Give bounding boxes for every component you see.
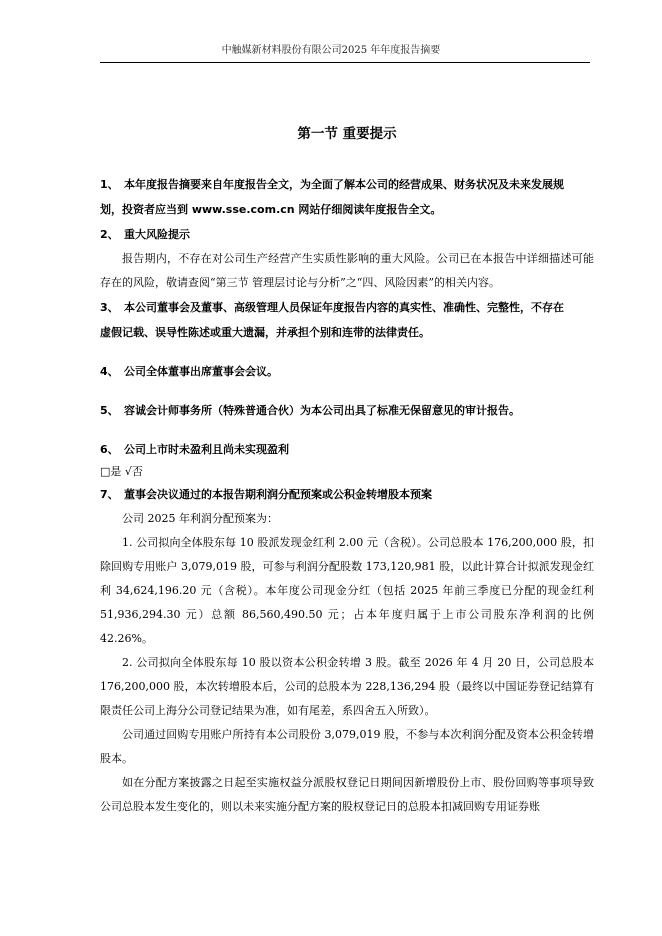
item-7-number: 7、 xyxy=(100,488,119,501)
item-3-line-1: 本公司董事会及董事、高级管理人员保证年度报告内容的真实性、准确性、完整性，不存在 xyxy=(124,301,564,314)
item-7-text: 董事会决议通过的本报告期利润分配预案或公积金转增股本预案 xyxy=(124,488,432,501)
item-1-number: 1、 xyxy=(100,178,119,191)
item-7-paragraph-4: 如在分配方案披露之日起至实施权益分派股权登记日期间因新增股份上市、股份回购等事项导致公司总股本发生变化的，则以未来实施分配方案的股权登记日的总股本扣减回购专用证券账 xyxy=(100,776,594,813)
item-3-line-2: 虚假记载、误导性陈述或重大遗漏，并承担个别和连带的法律责任。 xyxy=(100,326,430,339)
item-7-paragraph-3: 公司通过回购专用账户所持有本公司股份 3,079,019 股，不参与本次利润分配及资本公积金转增股本。 xyxy=(100,728,594,765)
item-7-paragraph-2: 2. 公司拟向全体股东每 10 股以资本公积金转增 3 股。截至 2026 年 4 月 20 日，公司总股本 176,200,000 股，本次转增股本后，公司的总股本为 228,136,294 股（最终以中国证券登记结算有限责任公司上海分公司登记结果为准，如有尾差，系四舍五入所致）。 xyxy=(100,656,594,717)
item-2-title: 重大风险提示 xyxy=(124,228,190,241)
report-content xyxy=(100,80,594,819)
item-5-text: 容诚会计师事务所（特殊普通合伙）为本公司出具了标准无保留意见的审计报告。 xyxy=(124,404,520,417)
item-6 xyxy=(100,437,594,462)
page-header: 中触媒新材料股份有限公司2025 年年度报告摘要 xyxy=(221,45,441,56)
item-1-line-1: 本年度报告摘要来自年度报告全文，为全面了解本公司的经营成果、财务状况及未来发展规 xyxy=(124,178,564,191)
item-7-paragraph-0: 公司 2025 年利润分配预案为： xyxy=(122,512,278,525)
item-5-number: 5、 xyxy=(100,404,119,417)
item-5 xyxy=(100,398,594,423)
item-6-choice: □是 √否 xyxy=(100,465,143,478)
item-1-line-2: 划，投资者应当到 www.sse.com.cn 网站仔细阅读年度报告全文。 xyxy=(100,203,442,216)
header-divider xyxy=(100,62,590,63)
item-7 xyxy=(100,482,594,507)
item-3 xyxy=(100,295,594,345)
spacer xyxy=(100,345,594,359)
spacer xyxy=(100,384,594,398)
item-2-number: 2、 xyxy=(100,228,119,241)
item-4-text: 公司全体董事出席董事会会议。 xyxy=(124,365,278,378)
item-7-paragraph-1: 1. 公司拟向全体股东每 10 股派发现金红利 2.00 元（含税）。公司总股本 176,200,000 股，扣除回购专用账户 3,079,019 股，可参与利润分配股数 173,120,981 股，以此计算合计拟派发现金红利 34,624,196.20 元（含税）。本年度公司现金分红（包括 2025 年前三季度已分配的现金红利 51,936,294.30 元）总额 86,560,490.50 元；占本年度归属于上市公司股东净利润的比例 42.26%。 xyxy=(100,536,594,645)
section-title: 第一节 重要提示 xyxy=(297,126,397,142)
item-6-text: 公司上市时未盈利且尚未实现盈利 xyxy=(124,443,289,456)
item-2-body: 报告期内，不存在对公司生产经营产生实质性影响的重大风险。公司已在本报告中详细描述可能存在的风险，敬请查阅“第三节 管理层讨论与分析”之“四、风险因素”的相关内容。 xyxy=(100,252,594,289)
item-2 xyxy=(100,222,594,247)
item-4 xyxy=(100,359,594,384)
spacer xyxy=(100,423,594,437)
item-4-number: 4、 xyxy=(100,365,119,378)
item-6-number: 6、 xyxy=(100,443,119,456)
item-3-number: 3、 xyxy=(100,301,119,314)
item-1 xyxy=(100,172,594,222)
